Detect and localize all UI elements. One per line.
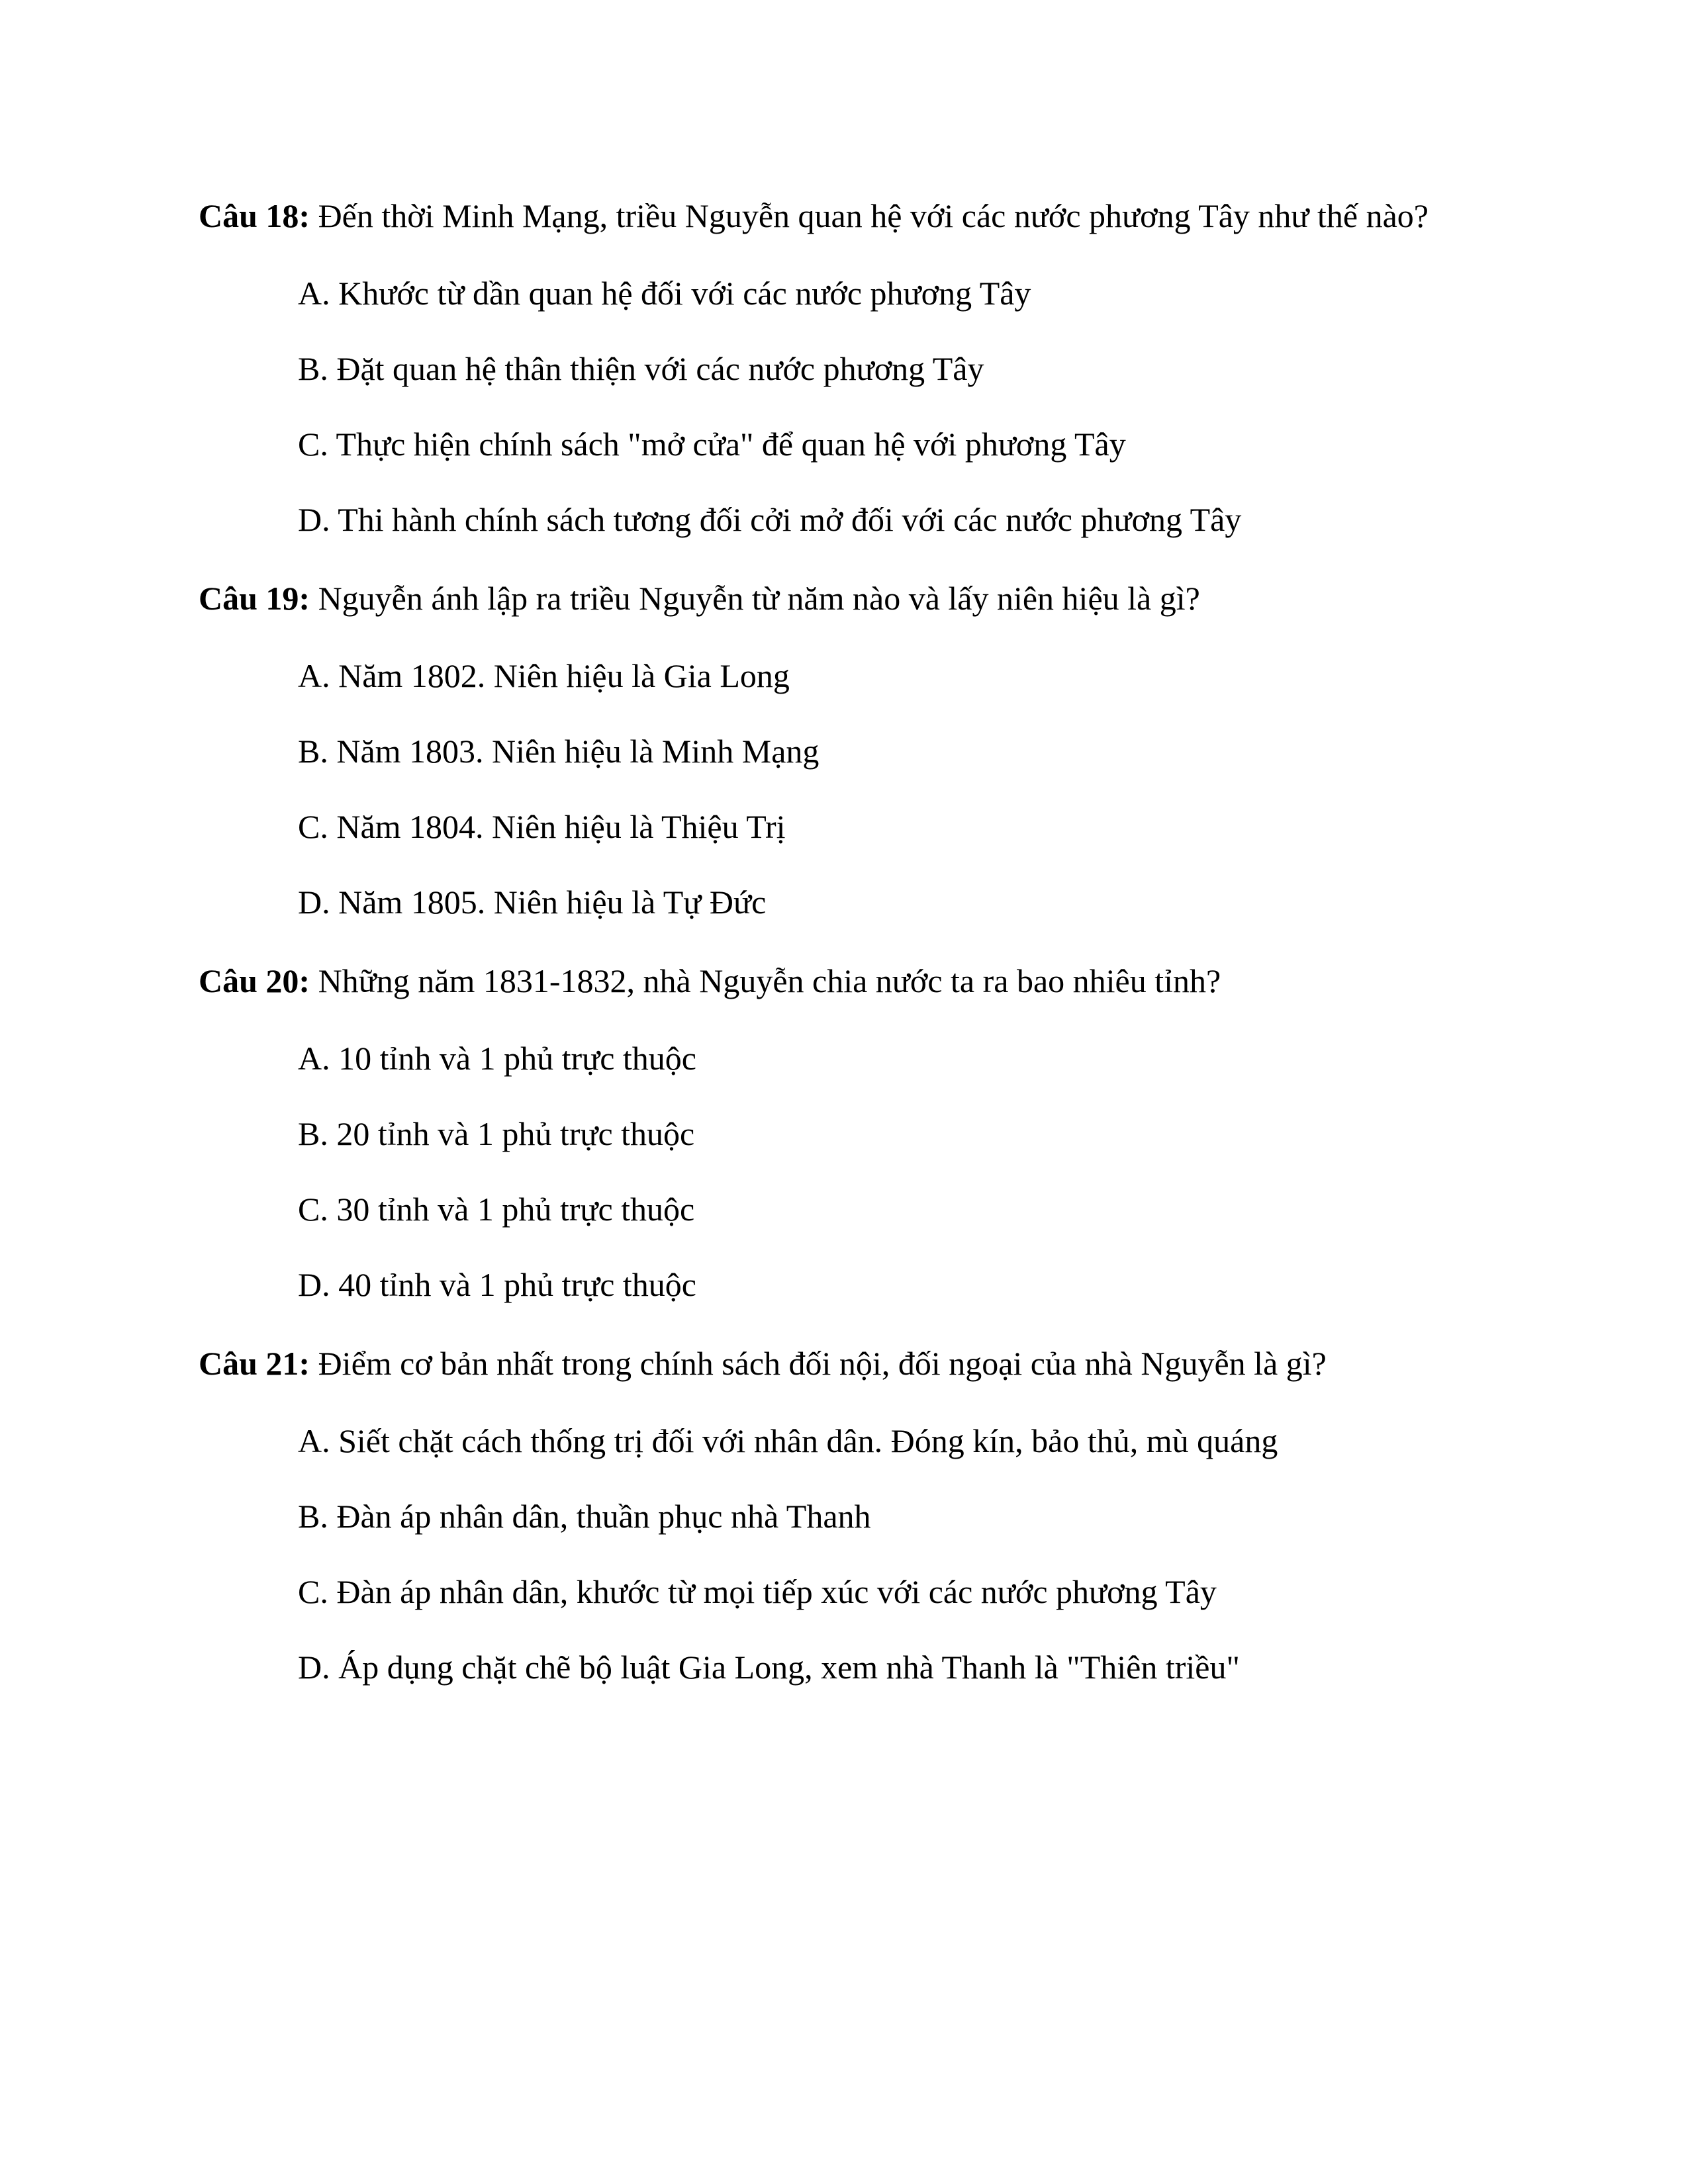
question-body: Điểm cơ bản nhất trong chính sách đối nội, đối ngoại của nhà Nguyễn là gì? bbox=[318, 1345, 1327, 1382]
question-label: Câu 18: bbox=[199, 197, 310, 234]
question-text bbox=[199, 1341, 1489, 1387]
option-b: B. Đàn áp nhân dân, thuần phục nhà Thanh bbox=[298, 1498, 871, 1535]
quiz-content bbox=[199, 193, 1489, 1723]
question-text bbox=[199, 193, 1489, 239]
option-c: C. Đàn áp nhân dân, khước từ mọi tiếp xúc với các nước phương Tây bbox=[298, 1573, 1217, 1610]
options-list bbox=[199, 657, 1489, 921]
question-text bbox=[199, 958, 1489, 1004]
option-a: A. 10 tỉnh và 1 phủ trực thuộc bbox=[298, 1040, 697, 1077]
question-label: Câu 20: bbox=[199, 962, 310, 999]
option-c: C. Thực hiện chính sách "mở cửa" để quan hệ với phương Tây bbox=[298, 426, 1126, 463]
question-body: Những năm 1831-1832, nhà Nguyễn chia nước ta ra bao nhiêu tỉnh? bbox=[318, 962, 1221, 999]
question-20 bbox=[199, 958, 1489, 1304]
option-d: D. Áp dụng chặt chẽ bộ luật Gia Long, xem nhà Thanh là "Thiên triều" bbox=[298, 1649, 1240, 1686]
question-body: Nguyễn ánh lập ra triều Nguyễn từ năm nào và lấy niên hiệu là gì? bbox=[318, 580, 1200, 617]
options-list bbox=[199, 1040, 1489, 1304]
question-label: Câu 19: bbox=[199, 580, 310, 617]
question-19 bbox=[199, 576, 1489, 921]
options-list bbox=[199, 275, 1489, 539]
option-b: B. Đặt quan hệ thân thiện với các nước phương Tây bbox=[298, 350, 984, 387]
question-18 bbox=[199, 193, 1489, 539]
option-d: D. 40 tỉnh và 1 phủ trực thuộc bbox=[298, 1266, 697, 1303]
option-b: B. Năm 1803. Niên hiệu là Minh Mạng bbox=[298, 733, 820, 770]
question-body: Đến thời Minh Mạng, triều Nguyễn quan hệ với các nước phương Tây như thế nào? bbox=[318, 197, 1429, 234]
options-list bbox=[199, 1422, 1489, 1686]
question-label: Câu 21: bbox=[199, 1345, 310, 1382]
option-a: A. Siết chặt cách thống trị đối với nhân dân. Đóng kín, bảo thủ, mù quáng bbox=[298, 1422, 1278, 1459]
question-21 bbox=[199, 1341, 1489, 1686]
option-d: D. Năm 1805. Niên hiệu là Tự Đức bbox=[298, 884, 767, 921]
option-a: A. Năm 1802. Niên hiệu là Gia Long bbox=[298, 657, 790, 694]
option-d: D. Thi hành chính sách tương đối cởi mở đối với các nước phương Tây bbox=[298, 501, 1242, 538]
option-a: A. Khước từ dần quan hệ đối với các nước phương Tây bbox=[298, 275, 1031, 312]
option-c: C. Năm 1804. Niên hiệu là Thiệu Trị bbox=[298, 808, 786, 845]
option-c: C. 30 tỉnh và 1 phủ trực thuộc bbox=[298, 1191, 695, 1228]
question-text bbox=[199, 576, 1489, 621]
option-b: B. 20 tỉnh và 1 phủ trực thuộc bbox=[298, 1115, 695, 1152]
